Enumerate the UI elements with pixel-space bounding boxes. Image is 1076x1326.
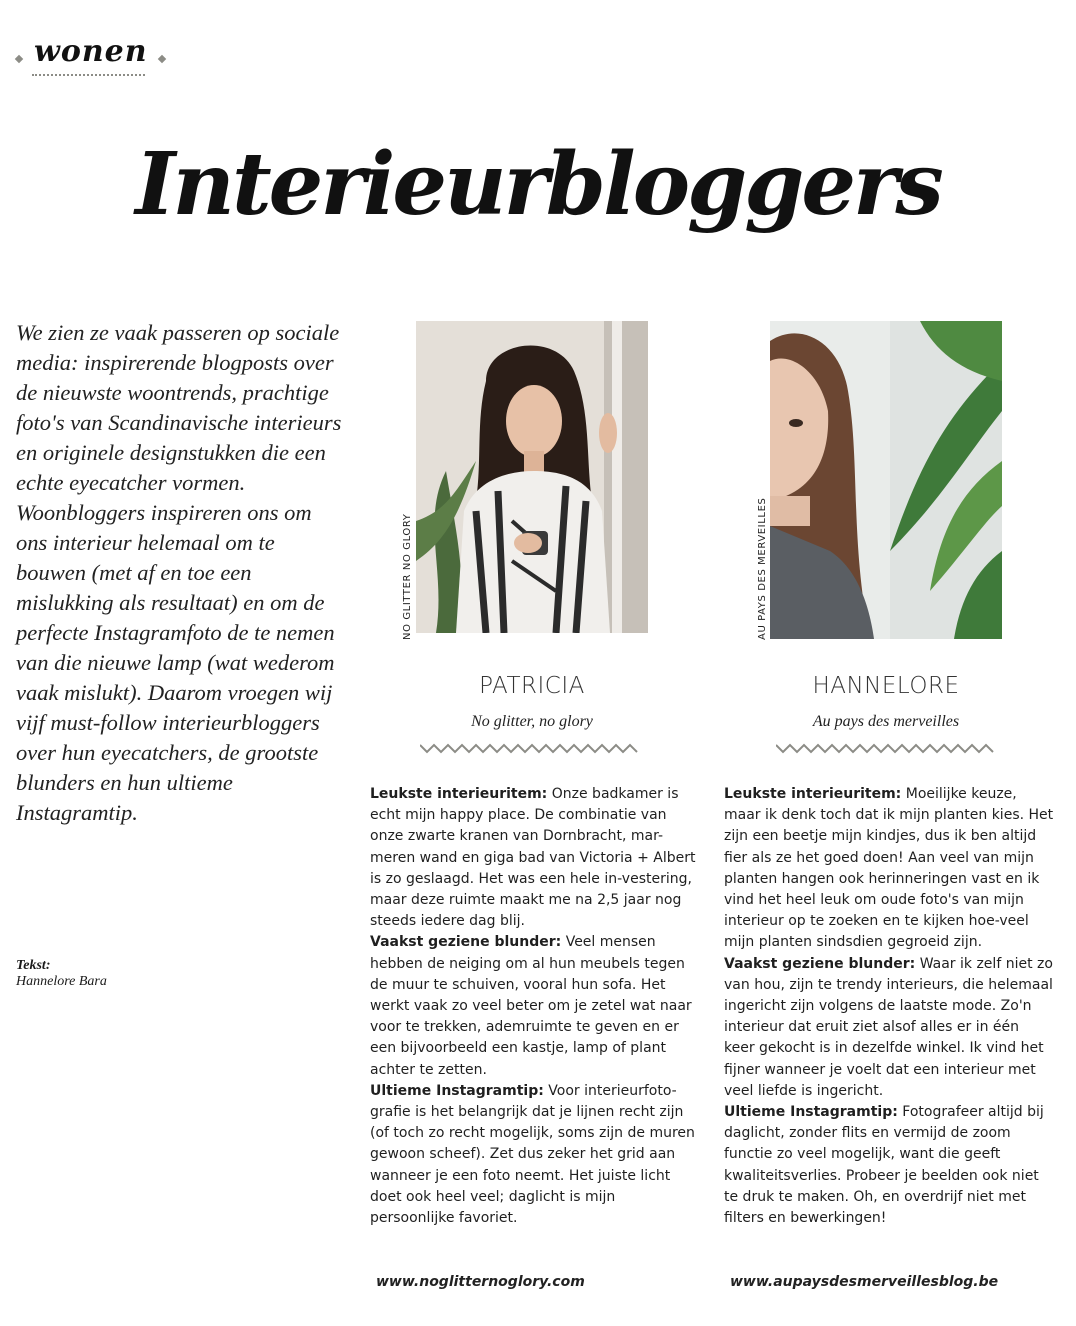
answer-item: Onze badkamer is echt mijn happy place. De combinatie van onze zwarte kranen van Dornbracht, mar-meren wand en giga bad van Victoria + Albert is zo geslaagd. Het was een hele in-vestering, maar deze ruimte maakt me na 2,5 jaar nog steeds iedere dag blij. bbox=[370, 786, 696, 930]
answer-blunder: Waar ik zelf niet zo van hou, zijn te trendy interieurs, die helemaal ingericht zijn volgens de laatste mode. Zo'n interieur dat eruit ziet alsof alles er in één keer gekocht is in dezelfde winkel. Ik vind het fijner wanneer je voelt dat een interieur met veel liefde is ingericht. bbox=[724, 955, 1053, 1099]
blog-name: No glitter, no glory bbox=[471, 713, 593, 730]
blogger-name: HANNELORE bbox=[812, 673, 960, 699]
blogger-answers bbox=[724, 784, 1054, 1229]
photo-credit: NO GLITTER NO GLORY bbox=[402, 513, 413, 640]
blogger-photo bbox=[416, 321, 648, 633]
blogger-answers bbox=[370, 784, 700, 1229]
answer-item: Moeilijke keuze, maar ik denk toch dat ik mijn planten kies. Het zijn een beetje mijn kindjes, dus ik ben altijd fier als ze het goed doen! Aan veel van mijn planten hangen ook herinneringen vast en ik vind het heel leuk om oude foto's van mijn interieur op te zoeken en te kijken hoe-veel mijn planten sindsdien gegroeid zijn. bbox=[724, 786, 1054, 951]
diamond-icon bbox=[158, 55, 166, 63]
dotted-rule bbox=[32, 74, 145, 76]
answer-tip: Voor interieurfoto-grafie is het belangrijk dat je lijnen recht zijn (of toch zo recht mogelijk, soms zijn de muren gewoon scheef). Zet dus zeker het grid aan wanneer je een foto neemt. Het juiste licht doet ook heel veel; daglicht is mijn persoonlijke favoriet. bbox=[370, 1082, 695, 1227]
answer-label-tip: Ultieme Instagramtip: bbox=[370, 1082, 544, 1099]
credit-name: Hannelore Bara bbox=[16, 974, 107, 989]
page-title: Interieurbloggers bbox=[135, 134, 941, 235]
zigzag-divider bbox=[776, 741, 994, 755]
diamond-icon bbox=[15, 55, 23, 63]
zigzag-divider bbox=[420, 741, 638, 755]
blogger-photo bbox=[770, 321, 1002, 639]
section-tag bbox=[16, 34, 176, 79]
blog-name: Au pays des merveilles bbox=[812, 713, 960, 730]
answer-label-blunder: Vaakst geziene blunder: bbox=[724, 955, 916, 972]
photo-credit: AU PAYS DES MERVEILLES bbox=[757, 497, 768, 640]
blogger-name: PATRICIA bbox=[479, 673, 585, 699]
blog-url-link[interactable]: www.noglitternoglory.com bbox=[376, 1274, 585, 1290]
answer-label-tip: Ultieme Instagramtip: bbox=[724, 1104, 898, 1121]
answer-tip: Fotografeer altijd bij daglicht, zonder flits en vermijd de zoom functie zo veel mogelijk, want die geeft kwaliteitsverlies. Probeer je beelden ook niet te druk te maken. Oh, en overdrijf niet met filters en bewerkingen! bbox=[724, 1104, 1044, 1227]
answer-label-item: Leukste interieuritem: bbox=[370, 786, 548, 802]
section-label: wonen bbox=[34, 34, 148, 69]
credit-heading: Tekst: bbox=[16, 958, 51, 973]
answer-label-blunder: Vaakst geziene blunder: bbox=[370, 934, 562, 951]
intro-text: We zien ze vaak passeren op sociale media: inspirerende blogposts over de nieuwste woontrends, prachtige foto's van Scandinavische interieurs en originele designstukken die een echte eyecatcher vormen. Woonbloggers inspireren ons om ons interieur helemaal om te bouwen (met af en toe een mislukking als resultaat) en om de perfecte Instagramfoto de te nemen van die nieuwe lamp (wat wederom vaak mislukt). Daarom vroegen wij vijf must-follow interieurbloggers over hun eyecatchers, de grootste blunders en hun ultieme Instagramtip. bbox=[16, 320, 342, 825]
blog-url-link[interactable]: www.aupaysdesmerveillesblog.be bbox=[730, 1274, 999, 1290]
answer-blunder: Veel mensen hebben de neiging om al hun meubels tegen de muur te schuiven, vooral hun sofa. Het werkt vaak zo veel beter om je zetel wat naar voor te trekken, ademruimte te geven en er een bijvoorbeeld een kastje, lamp of plant achter te zetten. bbox=[370, 934, 692, 1078]
answer-label-item: Leukste interieuritem: bbox=[724, 786, 902, 802]
